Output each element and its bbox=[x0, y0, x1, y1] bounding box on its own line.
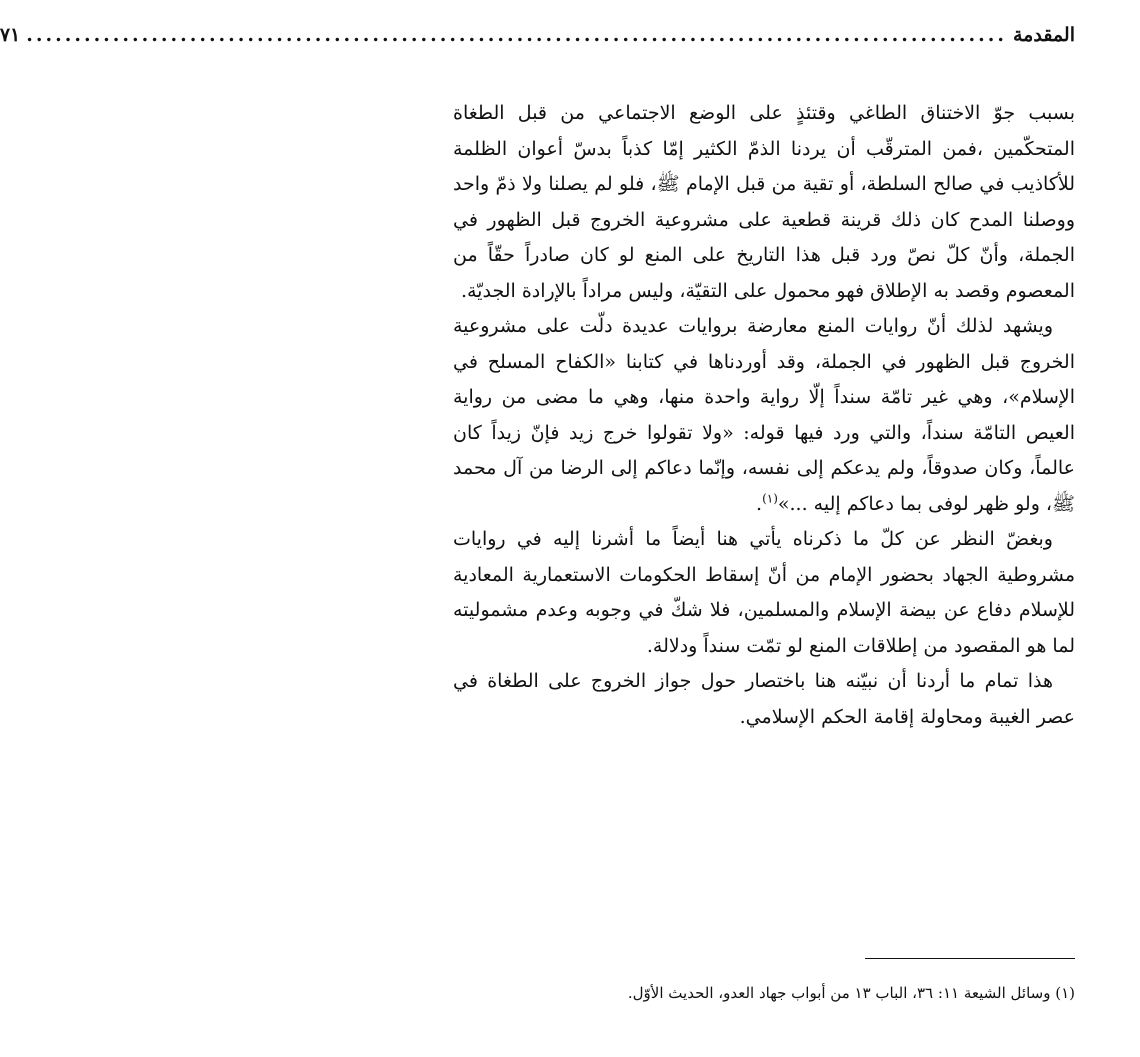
page-number: ٧١ bbox=[0, 24, 21, 46]
paragraph-4: هذا تمام ما أردنا أن نبيّنه هنا باختصار حول جواز الخروج على الطغاة في عصر الغيبة ومحاولة إقامة الحكم الإسلامي. bbox=[453, 670, 1075, 728]
paragraph-2-end: . bbox=[756, 492, 763, 515]
footnote-reference[interactable]: (١) bbox=[762, 491, 778, 506]
book-page bbox=[0, 24, 1075, 1034]
paragraph-2 bbox=[453, 309, 1075, 522]
footnote: (١) وسائل الشيعة ١١: ٣٦، الباب ١٣ من أبواب جهاد العدو، الحديث الأوّل. bbox=[627, 984, 1075, 1002]
chapter-title: المقدمة bbox=[1012, 24, 1075, 46]
paragraph-2-text: ويشهد لذلك أنّ روايات المنع معارضة بروايات عديدة دلّت على مشروعية الخروج قبل الظهور في الجملة، وقد أوردناها في كتابنا «الكفاح المسلح في الإسلام»، وهي غير تامّة سنداً إلّا رواية واحدة منها، وهي ما مضى من رواية العيص التامّة سنداً، والتي ورد فيها قوله: «ولا تقولوا خرج زيد فإنّ زيداً كان عالماً، وكان صدوقاً، ولم يدعكم إلى نفسه، وإنّما دعاكم إلى الرضا من آل محمد ﷺ، ولو ظهر لوفى بما دعاكم إليه ...» bbox=[453, 315, 1075, 515]
paragraph-3: وبغضّ النظر عن كلّ ما ذكرناه يأتي هنا أيضاً ما أشرنا إليه في روايات مشروطية الجهاد بحضور الإمام من أنّ إسقاط الحكومات الاستعمارية المعادية للإسلام دفاع عن بيضة الإسلام والمسلمين، فلا شكّ في وجوبه وعدم مشموليته لما هو المقصود من إطلاقات المنع لو تمّت سنداً ودلالة. bbox=[453, 528, 1075, 657]
paragraph-1: بسبب جوّ الاختناق الطاغي وقتئذٍ على الوضع الاجتماعي من قبل الطغاة المتحكّمين ،فمن المترقّب أن يردنا الذمّ الكثير إمّا كذباً بدسّ أعوان الظلمة للأكاذيب في صالح السلطة، أو تقية من قبل الإمام ﷺ، فلو لم يصلنا ولا ذمّ واحد ووصلنا المدح كان ذلك قرينة قطعية على مشروعية الخروج قبل الظهور في الجملة، وأنّ كلّ نصّ ورد قبل هذا التاريخ على المنع لو كان صادراً حقّاً من المعصوم وقصد به الإطلاق فهو محمول على التقيّة، وليس مراداً بالإرادة الجديّة. bbox=[453, 102, 1075, 302]
main-text bbox=[453, 96, 1075, 735]
leader-dots: ...................................................................................................... bbox=[26, 24, 1007, 46]
running-header bbox=[0, 24, 1075, 60]
footnote-divider bbox=[865, 958, 1075, 959]
